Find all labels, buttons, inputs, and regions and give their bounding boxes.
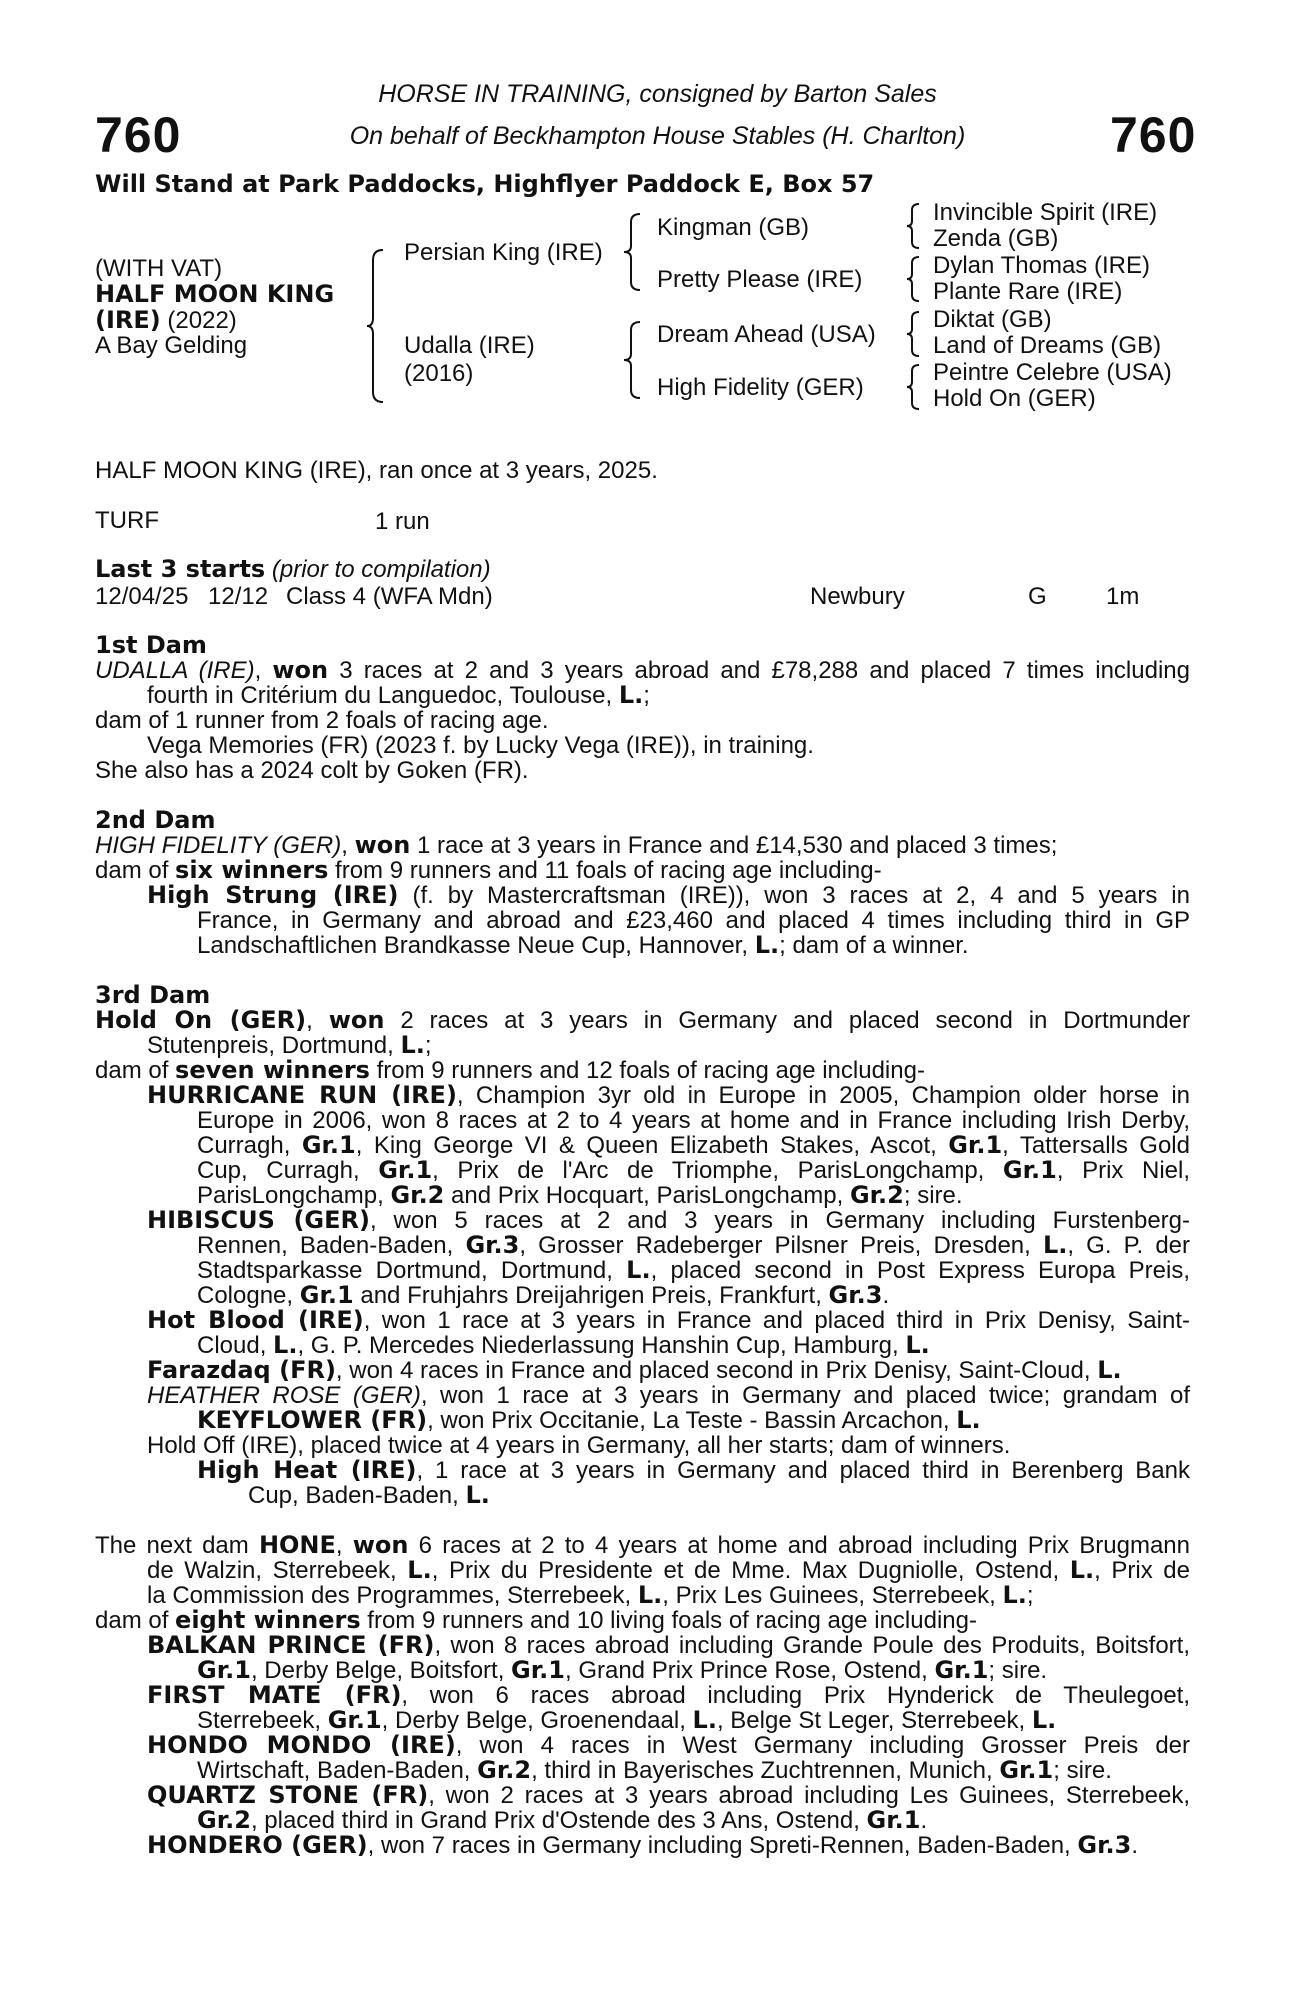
pedigree-brace-g1 — [905, 202, 921, 250]
next-dam-line-1: The next dam HONE, won 6 races at 2 to 4 years at home and abroad including Prix Brugmann — [95, 1531, 1190, 1559]
pedigree-brace-g4 — [905, 363, 921, 411]
start-distance: 1m — [1106, 583, 1140, 610]
pedigree-brace-g3 — [905, 310, 921, 358]
pedigree-dam-dam: High Fidelity (GER) — [657, 374, 864, 401]
hibiscus-line-2: Rennen, Baden-Baden, Gr.3, Grosser Radeberger Pilsner Preis, Dresden, L., G. P. der — [197, 1231, 1191, 1259]
next-dam-line-4: dam of eight winners from 9 runners and 10 living foals of racing age including- — [95, 1606, 977, 1634]
first-dam-line-2: fourth in Critérium du Languedoc, Toulouse, L.; — [147, 681, 650, 709]
lot-number-right: 760 — [1110, 107, 1197, 163]
hurricane-run-line-5: ParisLongchamp, Gr.2 and Prix Hocquart, ParisLongchamp, Gr.2; sire. — [197, 1181, 963, 1209]
turf-runs: 1 run — [375, 508, 430, 535]
horse-name-suffix-line — [95, 306, 237, 335]
hibiscus-line-3: Stadtsparkasse Dortmund, Dortmund, L., placed second in Post Express Europa Preis, — [197, 1256, 1190, 1284]
next-dam-line-2: de Walzin, Sterrebeek, L., Prix du Presidente et de Mme. Max Dugniolle, Ostend, L., Prix de — [147, 1556, 1191, 1584]
next-dam-line-3: la Commission des Programmes, Sterrebeek, L., Prix Les Guinees, Sterrebeek, L.; — [147, 1581, 1034, 1609]
first-dam-line-1: UDALLA (IRE), won 3 races at 2 and 3 years abroad and £78,288 and placed 7 times including — [95, 656, 1190, 684]
first-dam-line-4: Vega Memories (FR) (2023 f. by Lucky Vega (IRE)), in training. — [147, 732, 814, 759]
start-position: 12/12 — [208, 583, 269, 610]
last-starts-heading: Last 3 starts — [95, 555, 266, 583]
hurricane-run-line-4: Cup, Curragh, Gr.1, Prix de l'Arc de Triomphe, ParisLongchamp, Gr.1, Prix Niel, — [197, 1156, 1191, 1184]
last-starts-note: (prior to compilation) — [265, 556, 491, 583]
pedigree-g6: Land of Dreams (GB) — [933, 332, 1162, 359]
pedigree-dam-sire: Dream Ahead (USA) — [657, 321, 876, 348]
pedigree-brace-sire — [622, 212, 642, 292]
start-date: 12/04/25 — [95, 583, 189, 610]
pedigree-dam-year: (2016) — [404, 360, 474, 387]
start-race: Class 4 (WFA Mdn) — [286, 583, 493, 610]
turf-label: TURF — [95, 507, 159, 534]
stand-location: Will Stand at Park Paddocks, Highflyer Paddock E, Box 57 — [95, 170, 875, 198]
hurricane-run-line-3: Curragh, Gr.1, King George VI & Queen Elizabeth Stakes, Ascot, Gr.1, Tattersalls Gold — [197, 1131, 1190, 1159]
hibiscus-line-1: HIBISCUS (GER), won 5 races at 2 and 3 years in Germany including Furstenberg- — [147, 1206, 1191, 1234]
hurricane-run-line-2: Europe in 2006, won 8 races at 2 to 4 years at home and in France including Irish Derby, — [197, 1107, 1190, 1134]
second-dam-line-3: High Strung (IRE) (f. by Mastercraftsman (IRE)), won 3 races at 2, 4 and 5 years in — [147, 881, 1190, 909]
start-going: G — [1028, 583, 1047, 610]
pedigree-dam: Udalla (IRE) — [404, 332, 535, 359]
race-summary: HALF MOON KING (IRE), ran once at 3 years, 2025. — [95, 457, 658, 484]
hibiscus-line-4: Cologne, Gr.1 and Fruhjahrs Dreijahrigen Preis, Frankfurt, Gr.3. — [197, 1281, 890, 1309]
second-dam-heading: 2nd Dam — [95, 806, 216, 834]
pedigree-sire: Persian King (IRE) — [404, 239, 603, 266]
high-heat-line-1: High Heat (IRE), 1 race at 3 years in Germany and placed third in Berenberg Bank — [197, 1456, 1191, 1484]
pedigree-brace-dam — [622, 320, 642, 400]
pedigree-sire-dam: Pretty Please (IRE) — [657, 266, 863, 293]
lot-number-left: 760 — [95, 107, 182, 163]
consignor-line: On behalf of Beckhampton House Stables (H. Charlton) — [349, 122, 966, 150]
start-course: Newbury — [810, 583, 905, 610]
hold-off-line: Hold Off (IRE), placed twice at 4 years in Germany, all her starts; dam of winners. — [147, 1432, 1011, 1459]
balkan-prince-line-1: BALKAN PRINCE (FR), won 8 races abroad including Grande Poule des Produits, Boitsfort, — [147, 1631, 1190, 1659]
horse-country: (IRE) — [95, 306, 161, 334]
pedigree-g2: Zenda (GB) — [933, 225, 1059, 252]
third-dam-line-1: Hold On (GER), won 2 races at 3 years in Germany and placed second in Dortmunder — [95, 1006, 1191, 1034]
first-mate-line-1: FIRST MATE (FR), won 6 races abroad including Prix Hynderick de Theulegoet, — [147, 1681, 1191, 1709]
first-dam-heading: 1st Dam — [95, 631, 207, 659]
hot-blood-line-2: Cloud, L., G. P. Mercedes Niederlassung Hanshin Cup, Hamburg, L. — [197, 1331, 930, 1359]
high-heat-line-2: Cup, Baden-Baden, L. — [248, 1481, 490, 1509]
pedigree-g3: Dylan Thomas (IRE) — [933, 252, 1150, 279]
hondero-line: HONDERO (GER), won 7 races in Germany including Spreti-Rennen, Baden-Baden, Gr.3. — [147, 1831, 1138, 1859]
second-dam-line-5: Landschaftlichen Brandkasse Neue Cup, Hannover, L.; dam of a winner. — [197, 931, 969, 959]
last-starts-heading-line — [95, 557, 491, 582]
keyflower-line: KEYFLOWER (FR), won Prix Occitanie, La Teste - Bassin Arcachon, L. — [197, 1406, 981, 1434]
farazdaq-line: Farazdaq (FR), won 4 races in France and placed second in Prix Denisy, Saint-Cloud, L. — [147, 1356, 1122, 1384]
hot-blood-line-1: Hot Blood (IRE), won 1 race at 3 years in France and placed third in Prix Denisy, Saint- — [147, 1306, 1190, 1334]
consignment-line: HORSE IN TRAINING, consigned by Barton Sales — [378, 80, 937, 108]
second-dam-line-4: France, in Germany and abroad and £23,460 and placed 4 times including third in GP — [197, 907, 1190, 934]
balkan-prince-line-2: Gr.1, Derby Belge, Boitsfort, Gr.1, Grand Prix Prince Rose, Ostend, Gr.1; sire. — [197, 1656, 1048, 1684]
pedigree-g1: Invincible Spirit (IRE) — [933, 199, 1158, 226]
pedigree-g8: Hold On (GER) — [933, 385, 1096, 412]
first-mate-line-2: Sterrebeek, Gr.1, Derby Belge, Groenendaal, L., Belge St Leger, Sterrebeek, L. — [197, 1706, 1057, 1734]
horse-description: A Bay Gelding — [95, 332, 248, 359]
second-dam-line-1: HIGH FIDELITY (GER), won 1 race at 3 years in France and £14,530 and placed 3 times; — [95, 831, 1058, 859]
horse-year: (2022) — [160, 307, 237, 334]
quartz-stone-line-2: Gr.2, placed third in Grand Prix d'Ostende des 3 Ans, Ostend, Gr.1. — [197, 1806, 928, 1834]
third-dam-line-3: dam of seven winners from 9 runners and 12 foals of racing age including- — [95, 1056, 925, 1084]
pedigree-brace-g2 — [905, 255, 921, 303]
quartz-stone-line-1: QUARTZ STONE (FR), won 2 races at 3 years abroad including Les Guinees, Sterrebeek, — [147, 1781, 1190, 1809]
third-dam-line-2: Stutenpreis, Dortmund, L.; — [147, 1031, 432, 1059]
pedigree-brace-main — [365, 248, 385, 404]
first-dam-line-3: dam of 1 runner from 2 foals of racing age. — [95, 707, 549, 734]
hondo-mondo-line-2: Wirtschaft, Baden-Baden, Gr.2, third in Bayerisches Zuchtrennen, Munich, Gr.1; sire. — [197, 1756, 1112, 1784]
pedigree-g4: Plante Rare (IRE) — [933, 278, 1123, 305]
pedigree-sire-sire: Kingman (GB) — [657, 214, 810, 241]
hurricane-run-line-1: HURRICANE RUN (IRE), Champion 3yr old in Europe in 2005, Champion older horse in — [147, 1081, 1191, 1109]
pedigree-g7: Peintre Celebre (USA) — [933, 359, 1172, 386]
hondo-mondo-line-1: HONDO MONDO (IRE), won 4 races in West Germany including Grosser Preis der — [147, 1731, 1191, 1759]
horse-name: HALF MOON KING — [95, 280, 335, 308]
third-dam-heading: 3rd Dam — [95, 981, 211, 1009]
vat-note: (WITH VAT) — [95, 255, 223, 282]
first-dam-line-5: She also has a 2024 colt by Goken (FR). — [95, 757, 529, 784]
heather-rose-line: HEATHER ROSE (GER), won 1 race at 3 years in Germany and placed twice; grandam of — [147, 1382, 1190, 1409]
second-dam-line-2: dam of six winners from 9 runners and 11 foals of racing age including- — [95, 856, 882, 884]
pedigree-g5: Diktat (GB) — [933, 306, 1052, 333]
